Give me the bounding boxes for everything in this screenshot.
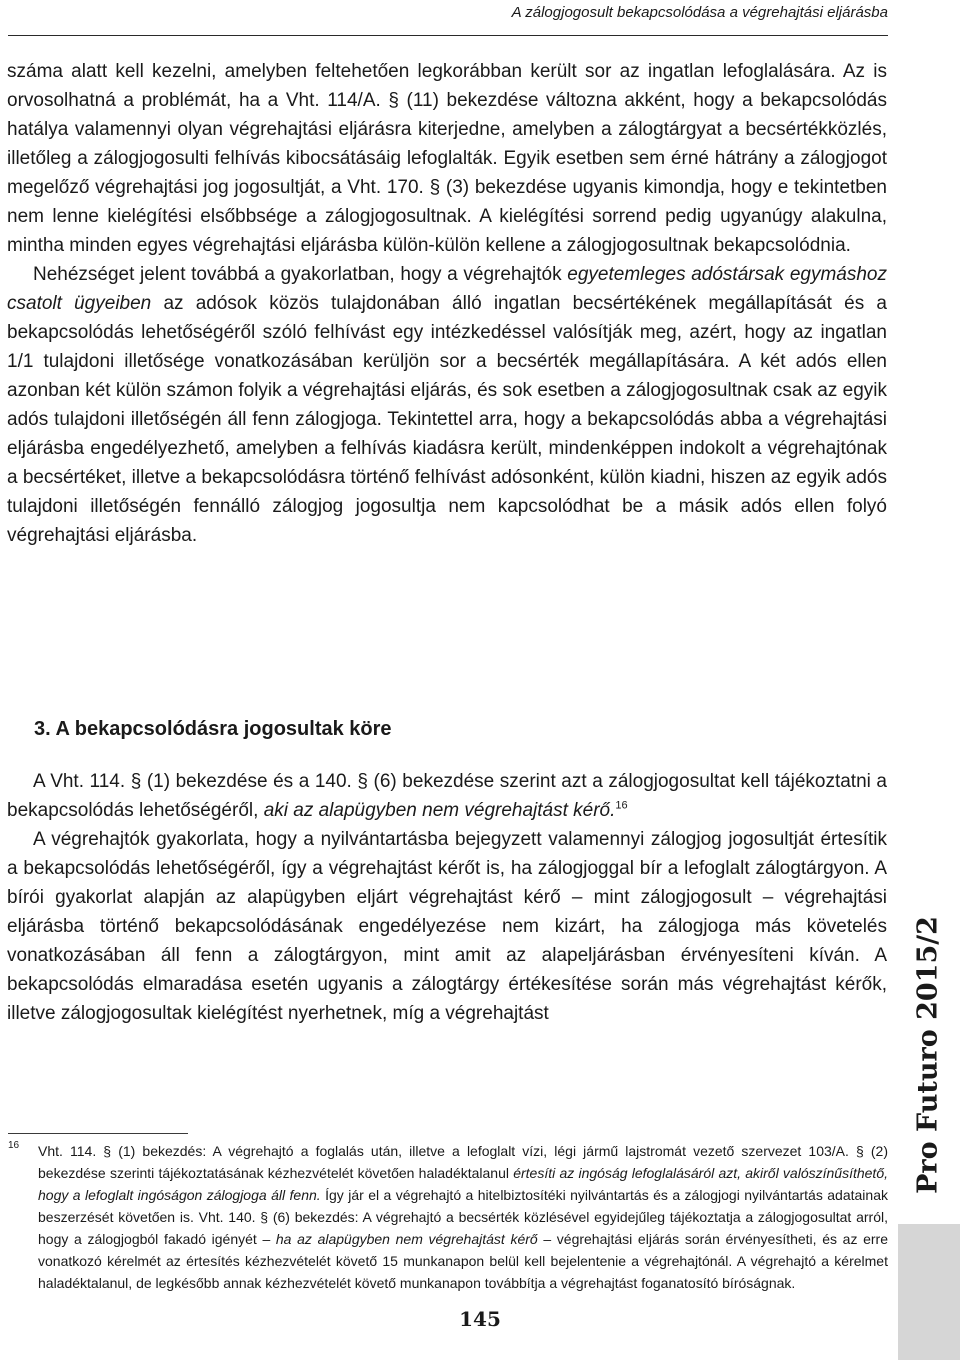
text-run: A Vht. 114. § (1) bekezdése és a 140. § (6) bekezdése szerint azt a zálogjogosultat kell tájékoztatni a bekapcsolódás lehetőségéről, [7, 771, 887, 821]
body-paragraph-1 [7, 57, 887, 260]
running-header-title: A zálogjogosult bekapcsolódása a végrehajtási eljárásba [511, 4, 888, 21]
italic-text: . [610, 800, 616, 821]
text-run: Vht. 114. § (1) bekezdés: A végrehajtó a foglalás után, illetve a lefoglalt vízi, légi jármű lajstromát vezető szervezet 103/A. § (2) bekezdése szerinti tájékoztatásának kézhezvételét követően haladéktalanul [38, 1143, 888, 1181]
body-paragraph-2 [7, 260, 887, 550]
footnote-number: 16 [8, 1140, 20, 1151]
section-text [7, 767, 887, 1028]
italic-text: ha az alapügyben nem végrehajtást kérő [275, 1231, 538, 1247]
page-number-box [898, 1224, 960, 1360]
footnote-text [38, 1140, 888, 1294]
footnote-ref: 16 [615, 799, 628, 812]
running-header [8, 0, 888, 36]
section-paragraph-1 [7, 767, 887, 825]
italic-text: aki az alapügyben nem végrehajtást kérő [263, 800, 611, 821]
text-run: száma alatt kell kezelni, amelyben feltehetően legkorábban került sor az ingatlan lefoglalására. Az is orvosolhatná a problémát, ha a Vht. 114/A. § (11) bekezdése változna akként, hogy a bekapcsolódás hatálya valamennyi olyan végrehajtási eljárásra kiterjedne, amelyben a zálogtárgyat a becsértékközlés, illetőleg a zálogjogosulti felhívás kibocsátásáig lefoglalták. Egyik esetben sem érné hátrány a zálogjogot megelőző végrehajtási jog jogosultját, a Vht. 170. § (3) bekezdése ugyanis kimondja, hogy e tekintetben nem lenne kielégítési elsőbbsége a zálogjogosultnak. A kielégítési sorrend pedig ugyanúgy alakulna, mintha minden egyes végrehajtási eljárásba külön-külön kellene a zálogjogosultnak bekapcsolódnia. [7, 61, 887, 256]
italic-text: értesíti az ingóság lefoglalásáról azt, akiről valószínűsíthető, hogy a lefoglalt ingóságon zálogjoga áll fenn. [38, 1165, 888, 1203]
italic-text: egyetemleges adóstársak egymáshoz csatolt ügyeiben [7, 264, 887, 314]
text-run: – végrehajtási eljárás során érvényesítheti, és az erre vonatkozó kérelmét az értesítés kézhezvételét követő 15 munkanapon belül kell bejelentenie a végrehajtónál. A végrehajtó a kérelmet haladéktalanul, de legkésőbb annak kézhezvételét követő munkanapon továbbítja a végrehajtást foganatosító bíróságnak. [38, 1231, 889, 1291]
page-number: 145 [459, 1307, 501, 1331]
text-run: Nehézséget jelent továbbá a gyakorlatban, hogy a végrehajtók [33, 264, 568, 285]
journal-title: Pro Futuro 2015/2 [912, 916, 944, 1194]
section-heading: 3. A bekapcsolódásra jogosultak köre [34, 718, 392, 740]
text-run: Így jár el a végrehajtó a hitelbiztosítéki nyilvántartás és a zálogjogi nyilvántartás adatainak beszerzését követően is. Vht. 140. § (6) bekezdés: A végrehajtó a becsérték közlésével egyidejűleg tájékoztatja a zálogjogosultat arról, hogy a zálogjogból fakadó igényét – [38, 1187, 888, 1247]
text-run: A végrehajtók gyakorlata, hogy a nyilvántartásba bejegyzett valamennyi zálogjog jogosultját értesítik a bekapcsolódás lehetőségéről, így a végrehajtást kérőt is, ha zálogjoggal bír a lefoglalt zálogtárgyon. A bírói gyakorlat alapján az alapügyben eljárt végrehajtást kérő – mint zálogjogosult – végrehajtási eljárásba történő bekapcsolódásának engedélyezése nem kizárt, ha zálogjoga más követelés vonatkozásában áll fenn a zálogtárgyon, mint amit az alapeljárásban érvényesíteni kíván. A bekapcsolódás elmaradása esetén ugyanis a zálogtárgy értékesítése során más végrehajtást kérők, illetve zálogjogosultak kielégítést nyerhetnek, míg a végrehajtást [7, 829, 887, 1024]
footnote-16 [8, 1140, 888, 1294]
footnote-divider [8, 1133, 188, 1134]
text-run: az adósok közös tulajdonában álló ingatlan becsértékének megállapítását és a bekapcsolódás lehetőségéről szóló felhívást egy intézkedéssel valósítják meg, azért, hogy az ingatlan 1/1 tulajdoni illetősége vonatkozásában kerüljön sor a becsérték megállapítására. A két adós ellen azonban két külön számon folyik a végrehajtási eljárás, és sok esetben a zálogjogosultnak csak az egyik adós tulajdoni illetőségén áll fenn zálogjoga. Tekintettel arra, hogy a bekapcsolódás abba a végrehajtási eljárásba engedélyezhető, amelyben a felhívás kiadásra került, mindenképpen indokolt a végrehajtónak a becsértéket, illetve a bekapcsolódásra történő felhívást adósonként, külön kiadni, hiszen az egyik adós tulajdoni illetőségén fennálló zálogjog jogosultja nem kapcsolódhat be a másik adós ellen folyó végrehajtási eljárásba. [7, 293, 887, 546]
section-paragraph-2 [7, 825, 887, 1028]
journal-label [898, 916, 958, 1194]
body-text [7, 57, 887, 550]
